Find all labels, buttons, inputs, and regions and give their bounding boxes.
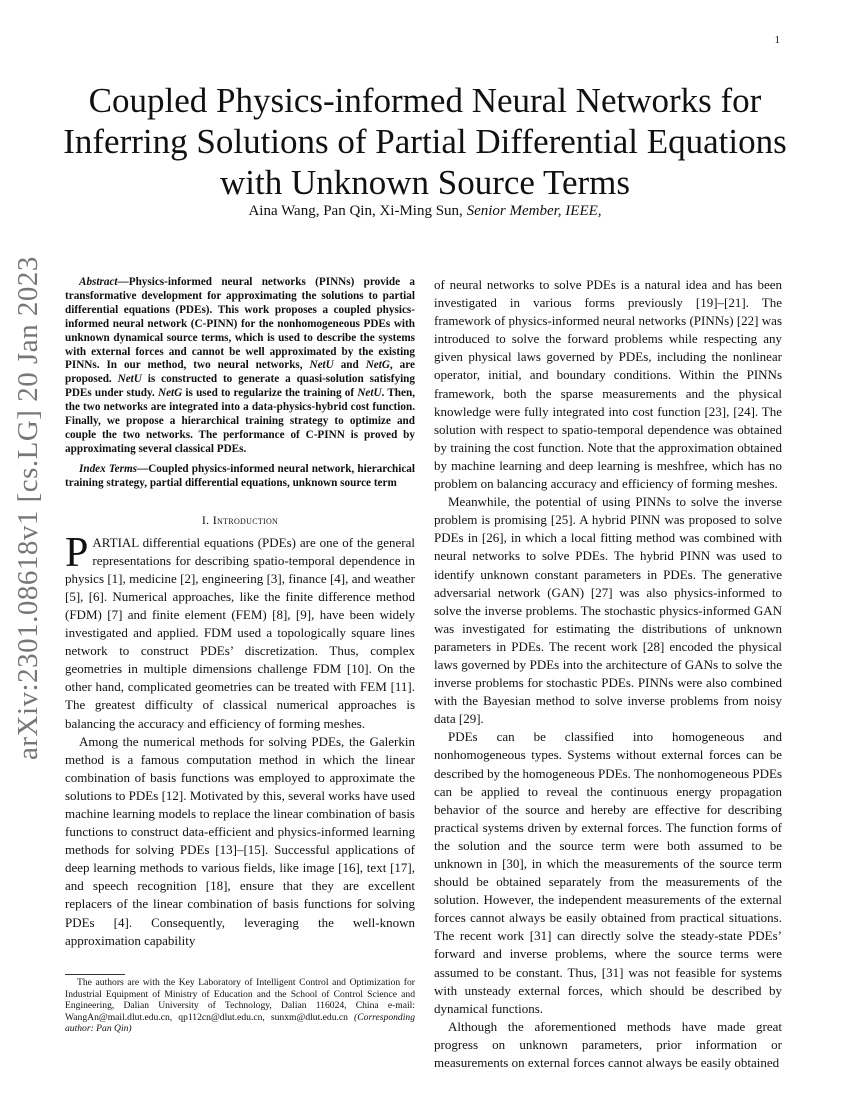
author-membership: Senior Member, IEEE, bbox=[466, 203, 602, 219]
right-paragraph-3: PDEs can be classified into homogeneous and nonhomogeneous types. Systems without external forces can be described by the homogeneous PDEs. The nonhomogeneous PDEs can be applied to reveal the continuous energy propagation behavior of the source and hereby are effective for describing practical systems driven by external forces. The function forms of the solution and the source term were both assumed to be unknown in [30], in which the measurements of the source term should be obtained separately from the measurements of the solution. However, the independent measurements of the external forces cannot always be easily obtained from practical situations. The recent work [31] can directly solve the steady-state PDEs’ forward and inverse problems, where the source terms were assumed to be constant. Thus, [31] was not feasible for systems with unsteady external forces, which should be described by dynamical functions. bbox=[434, 729, 782, 1016]
abstract: Abstract—Physics-informed neural networks (PINNs) provide a transformative development for approximating the solutions to partial differential equations (PDEs). This work proposes a coupled physics-informed neural network (C-PINN) for the nonhomogeneous PDEs with unknown dynamical source terms, which is used to describe the systems with external forces and cannot be well approximated by the existing PINNs. In our method, two neural networks, NetU and NetG, are proposed. NetU is constructed to generate a quasi-solution satisfying PDEs under study. NetG is used to regularize the training of NetU. Then, the two networks are integrated into a data-physics-hybrid cost function. Finally, we propose a hierarchical training strategy to optimize and couple the two networks. The performance of C-PINN is proved by approximating several classical PDEs. bbox=[65, 276, 415, 455]
section-number: I. bbox=[201, 512, 210, 527]
abstract-label: Abstract bbox=[79, 276, 118, 288]
section-heading-introduction bbox=[65, 513, 415, 528]
author-names: Aina Wang, Pan Qin, Xi-Ming Sun, bbox=[248, 203, 467, 219]
page-number: 1 bbox=[774, 34, 780, 46]
corresponding-author-note: (Corresponding author: Pan Qin) bbox=[65, 1011, 415, 1035]
title-line-1: Coupled Physics-informed Neural Networks for bbox=[88, 81, 762, 120]
right-paragraph-4: Although the aforementioned methods have made great progress on unknown parameters, prior information or measurements on external forces cannot always be easily obtained bbox=[434, 1018, 782, 1071]
paper-title bbox=[60, 80, 790, 203]
right-paragraph-2: Meanwhile, the potential of using PINNs to solve the inverse problem is promising [25]. A hybrid PINN was proposed to solve PDEs in [26], in which a local fitting method was combined with neural networks to solve PDEs. The hybrid PINN was used to identify unknown constant parameters in PDEs. The generative adversarial network (GAN) [27] was also physics-informed to solve the inverse problems. The stochastic physics-informed GAN was investigated for estimating the distributions of unknown parameters in PDEs. The recent work [28] encoded the physical laws governed by PDEs into the architecture of GANs to solve the inverse problems for stochastic PDEs. PINNs were also combined with the Bayesian method to solve inverse problems from noisy data [29]. bbox=[434, 494, 782, 727]
left-column bbox=[65, 276, 415, 950]
title-line-3: with Unknown Source Terms bbox=[219, 163, 631, 202]
drop-cap-letter: P bbox=[65, 529, 89, 576]
arxiv-identifier-stamp: arXiv:2301.08618v1 [cs.LG] 20 Jan 2023 bbox=[12, 256, 44, 760]
section-title: Introduction bbox=[212, 512, 279, 527]
right-column bbox=[434, 276, 782, 1072]
index-terms bbox=[65, 463, 415, 491]
intro-paragraph-1: PARTIAL differential equations (PDEs) are one of the general representations for describing spatio-temporal dependence in physics [1], medicine [2], engineering [3], finance [4], and weather [5], [6]. Numerical approaches, like the finite difference method (FDM) [7] and finite element (FEM) [8], [9], have been widely investigated and applied. FDM used a topologically square lines network to construct PDEs’ discretization. Thus, complex geometries in multiple dimensions challenge FDM [10]. On the other hand, complicated geometries can be treated with FEM [11]. The greatest difficulty of classical numerical approaches is balancing the accuracy and efficiency of forming meshes. bbox=[65, 529, 415, 731]
index-terms-text: —Coupled physics-informed neural network, hierarchical training strategy, partial differential equations, unknown source term bbox=[65, 462, 415, 489]
author-list bbox=[60, 203, 790, 220]
author-affiliation-footnote: The authors are with the Key Laboratory of Intelligent Control and Optimization for Industrial Equipment of Ministry of Education and the School of Control Science and Engineering, Dalian University of Technology, Dalian 116024, China e-mail: WangAn@mail.dlut.edu.cn, qp112cn@dlut.edu.cn, sunxm@dlut.edu.cn (Corresponding author: Pan Qin) bbox=[65, 977, 415, 1035]
title-line-2: Inferring Solutions of Partial Differential Equations bbox=[63, 122, 787, 161]
right-paragraph-1: of neural networks to solve PDEs is a natural idea and has been investigated in various forms previously [19]–[21]. The framework of physics-informed neural networks (PINNs) [22] was introduced to solve the forward problems while respecting any given physical laws governed by PDEs, including the nonlinear operator, initial, and boundary conditions. Within the PINNs framework, both the sparse measurements and the physical knowledge were fully integrated into cost function [23], [24]. The solution with respect to spatio-temporal dependence was obtained by training the cost function. Note that the approximation obtained by machine learning and deep learning is meshfree, which has no problem on balancing accuracy and efficiency of forming meshes. bbox=[434, 277, 782, 492]
index-terms-label: Index Terms bbox=[79, 462, 138, 475]
intro-paragraph-2: Among the numerical methods for solving PDEs, the Galerkin method is a famous computation method in which the linear combination of basis functions was employed to approximate the solutions to PDEs [12]. Motivated by this, several works have used machine learning models to replace the linear combination of basis functions to construct data-efficient and physics-informed learning methods for solving PDEs [13]–[15]. Successful applications of deep learning methods to various fields, like image [16], text [17], and speech recognition [18], ensure that they are excellent replacers of the linear combination of basis functions for solving PDEs [4]. Consequently, leveraging the well-known approximation capability bbox=[65, 733, 415, 948]
footnote-rule bbox=[65, 974, 125, 975]
